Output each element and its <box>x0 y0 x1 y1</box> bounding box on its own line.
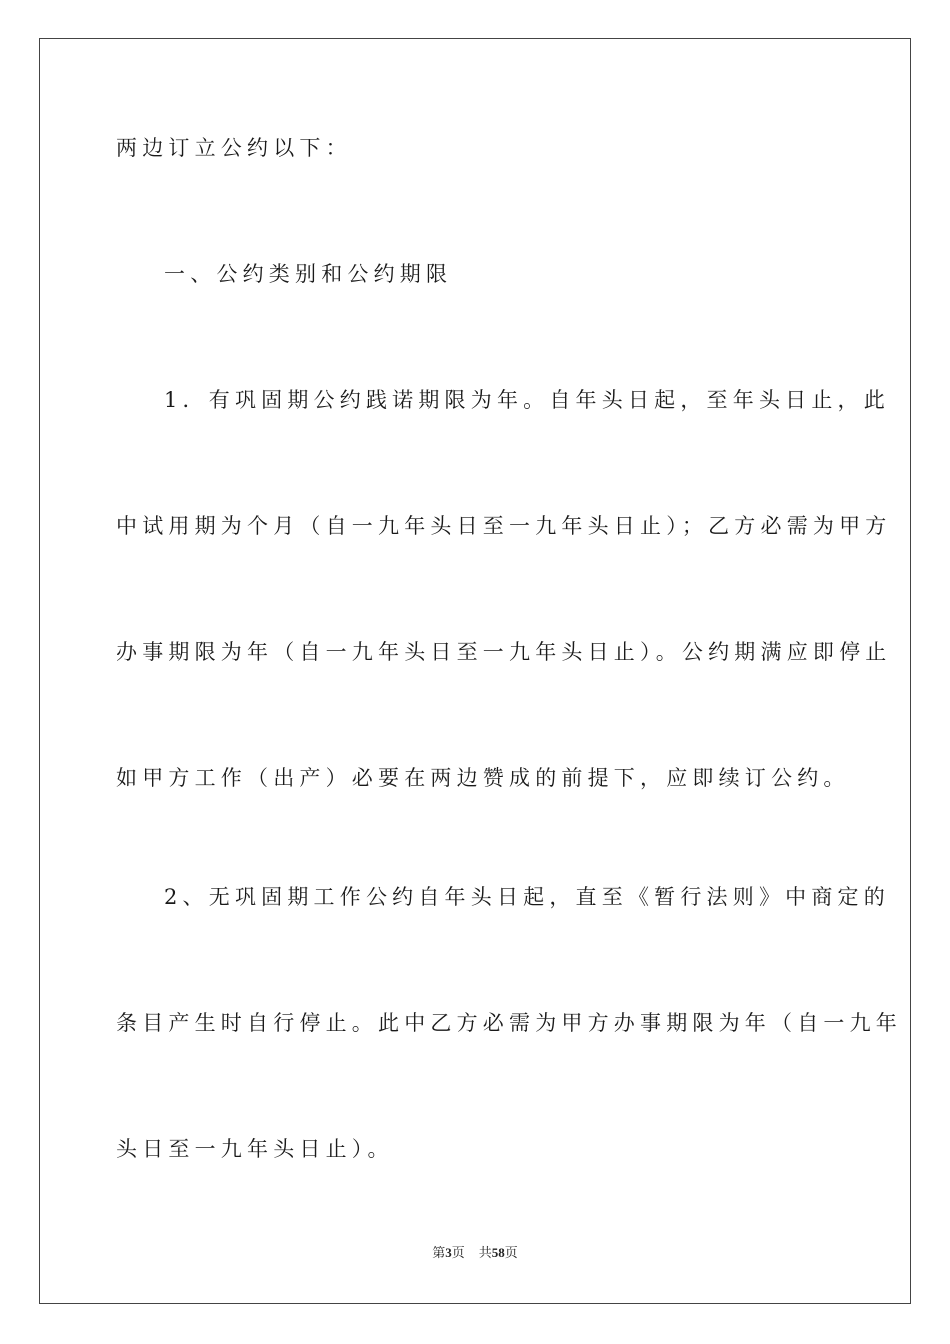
footer-total-suffix: 页 <box>504 1245 518 1260</box>
footer-page-current: 3 <box>445 1245 452 1260</box>
paragraph-line-5: 办事期限为年（自一九年头日至一九年头日止）。公约期满应即停止 <box>116 640 892 664</box>
paragraph-line-3: 1．有巩固期公约践诺期限为年。自年头日起，至年头日止，此 <box>164 388 890 412</box>
footer-page-prefix: 第 <box>432 1245 446 1260</box>
paragraph-line-4: 中试用期为个月（自一九年头日至一九年头日止）；乙方必需为甲方 <box>116 514 892 538</box>
paragraph-line-7: 2、无巩固期工作公约自年头日起，直至《暂行法则》中商定的 <box>164 885 890 909</box>
section-heading-contract-type: 一、公约类别和公约期限 <box>164 262 453 286</box>
page-border <box>39 38 911 1304</box>
paragraph-line-1: 两边订立公约以下： <box>116 136 352 160</box>
paragraph-line-8: 条目产生时自行停止。此中乙方必需为甲方办事期限为年（自一九年 <box>116 1011 902 1035</box>
paragraph-line-9: 头日至一九年头日止）。 <box>116 1137 394 1161</box>
footer-page-suffix: 页 <box>451 1245 465 1260</box>
footer-page-total: 58 <box>491 1245 505 1260</box>
paragraph-line-6: 如甲方工作（出产）必要在两边赞成的前提下，应即续订公约。 <box>116 766 850 790</box>
page-footer <box>0 1244 950 1262</box>
footer-total-prefix: 共 <box>478 1245 492 1260</box>
